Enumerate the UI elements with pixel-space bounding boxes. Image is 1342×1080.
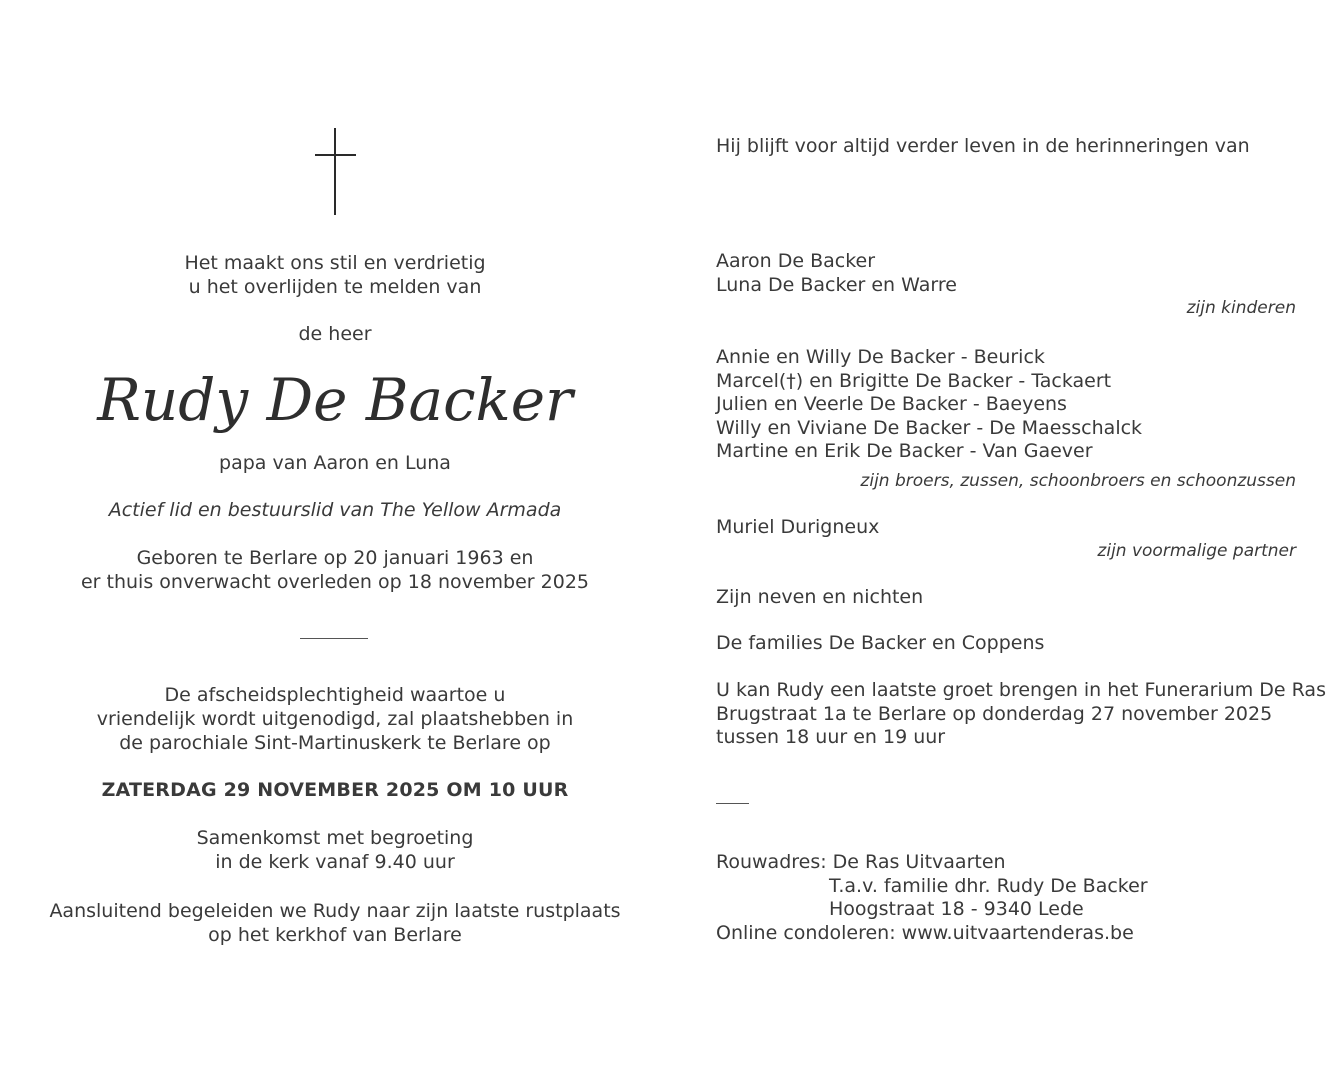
address-label: Rouwadres: De Ras Uitvaarten	[716, 851, 1006, 873]
remembrance-heading: Hij blijft voor altijd verder leven in de herinneringen van	[716, 135, 1250, 157]
sibling-name: Julien en Veerle De Backer - Baeyens	[716, 393, 1067, 415]
ceremony-date: ZATERDAG 29 NOVEMBER 2025 OM 10 UUR	[101, 779, 569, 801]
sibling-name: Martine en Erik De Backer - Van Gaever	[716, 440, 1093, 462]
intro-line-2: u het overlijden te melden van	[188, 276, 482, 298]
sibling-name: Willy en Viviane De Backer - De Maesschalck	[716, 416, 1143, 439]
child-name: Aaron De Backer	[716, 250, 876, 272]
burial-line-2: op het kerkhof van Berlare	[208, 924, 462, 946]
address-line: T.a.v. familie dhr. Rudy De Backer	[829, 874, 1148, 897]
ceremony-line-2: vriendelijk wordt uitgenodigd, zal plaatshebben in	[96, 708, 574, 730]
ceremony-line-3: de parochiale Sint-Martinuskerk te Berlare op	[119, 732, 551, 754]
cross-icon	[315, 128, 357, 216]
burial-text	[0, 899, 670, 947]
divider-right	[716, 803, 749, 804]
siblings-label: zijn broers, zussen, schoonbroers en schoonzussen	[860, 471, 1296, 491]
birth-line: Geboren te Berlare op 20 januari 1963 en	[136, 547, 534, 569]
ceremony-line-1: De afscheidsplechtigheid waartoe u	[164, 684, 506, 706]
partner-name: Muriel Durigneux	[716, 516, 880, 538]
life-dates	[0, 546, 670, 594]
child-name: Luna De Backer en Warre	[716, 273, 957, 296]
children-list	[716, 250, 957, 297]
online-condolence-text: Online condoleren: www.uitvaartenderas.be	[716, 921, 1134, 944]
children-label: zijn kinderen	[1186, 298, 1296, 318]
gathering-line-2: in de kerk vanaf 9.40 uur	[215, 851, 455, 873]
deceased-name: Rudy De Backer	[97, 366, 573, 434]
siblings-list	[716, 346, 1142, 464]
visit-line-2: Brugstraat 1a te Berlare op donderdag 27 november 2025	[716, 702, 1273, 725]
left-panel	[0, 0, 670, 1080]
gathering-text	[0, 826, 670, 874]
intro-line-1: Het maakt ons stil en verdrietig	[184, 252, 486, 274]
visit-line-3: tussen 18 uur en 19 uur	[716, 726, 946, 748]
families-text: De families De Backer en Coppens	[716, 632, 1045, 654]
sibling-name: Marcel(†) en Brigitte De Backer - Tackaert	[716, 369, 1112, 392]
intro-text	[0, 251, 670, 299]
visit-line-1: U kan Rudy een laatste groet brengen in het Funerarium De Ras	[716, 679, 1326, 701]
address-block	[716, 851, 1148, 945]
gathering-line-1: Samenkomst met begroeting	[196, 827, 474, 849]
burial-line-1: Aansluitend begeleiden we Rudy naar zijn laatste rustplaats	[49, 900, 621, 922]
salutation: de heer	[298, 323, 372, 345]
membership-text: Actief lid en bestuurslid van The Yellow Armada	[108, 499, 562, 521]
address-line: Hoogstraat 18 - 9340 Lede	[829, 898, 1084, 920]
parent-of-text: papa van Aaron en Luna	[219, 452, 451, 474]
death-line: er thuis onverwacht overleden op 18 november 2025	[80, 571, 590, 593]
divider-left	[300, 638, 368, 639]
partner-label: zijn voormalige partner	[1097, 541, 1296, 561]
ceremony-text	[0, 683, 670, 755]
sibling-name: Annie en Willy De Backer - Beurick	[716, 346, 1045, 368]
visit-text	[716, 679, 1326, 750]
cousins-text: Zijn neven en nichten	[716, 586, 924, 608]
